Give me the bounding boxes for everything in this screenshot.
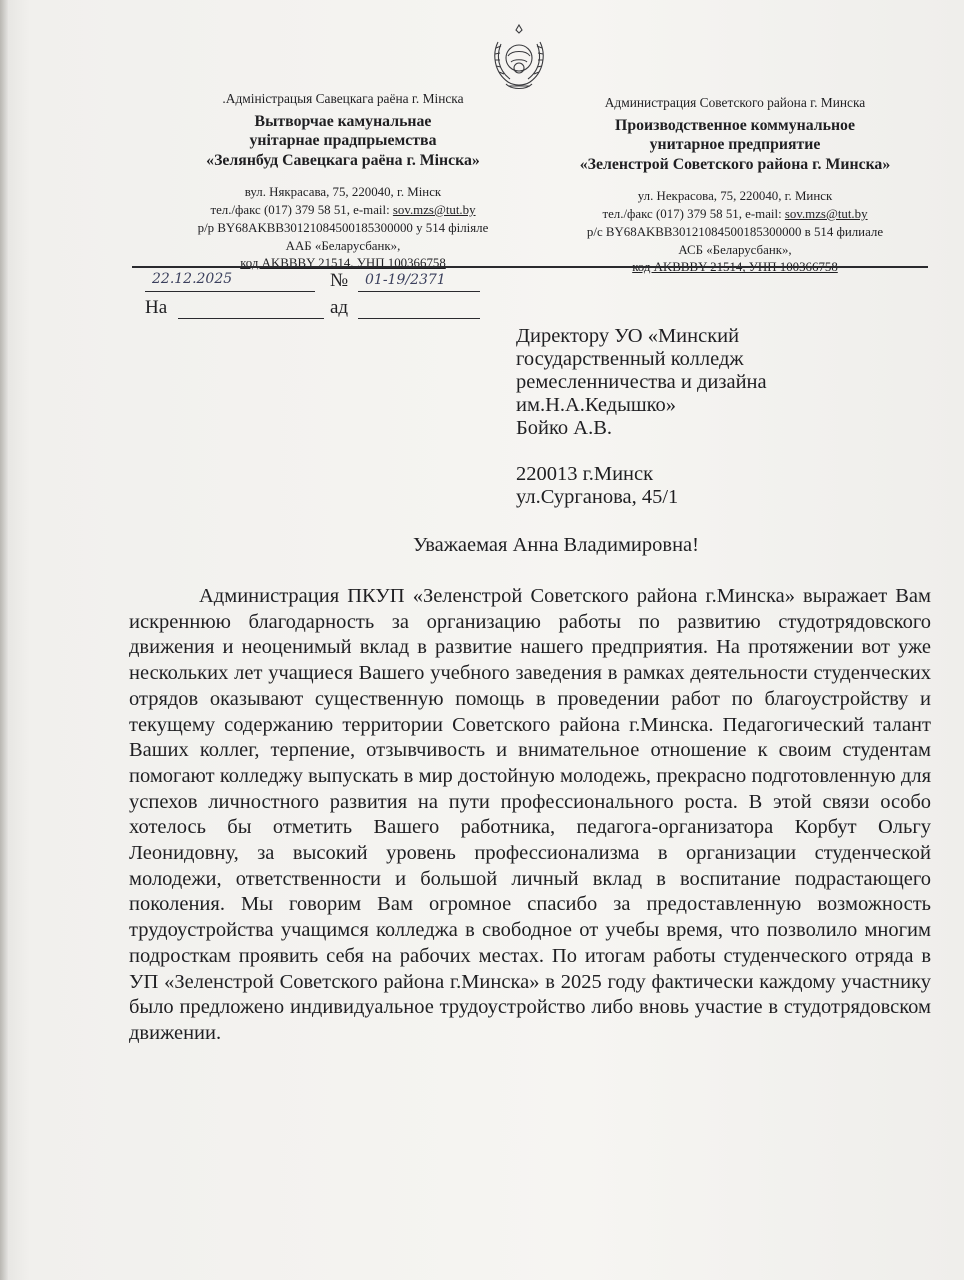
org-name-line1-by: Вытворчае камунальнае (254, 112, 432, 130)
ad-label: ад (330, 297, 349, 318)
org-name-line2-ru: унитарное предприятие (649, 136, 821, 154)
date-line (145, 291, 315, 292)
header-divider (132, 266, 928, 268)
address-bank-by: ААБ «Беларусбанк», (285, 238, 401, 253)
address-phone-ru (530, 206, 940, 224)
number-line (358, 291, 480, 292)
addressee-street: ул.Сурганова, 45/1 (516, 486, 679, 508)
addressee-line5: Бойко А.В. (516, 417, 613, 439)
addressee-line2: государственный колледж (516, 348, 744, 370)
header-admin-ru: Администрация Советского района г. Минска (604, 95, 866, 110)
address-account-by: р/р BY68AKBB30121084500185300000 у 514 філіяле (197, 220, 489, 235)
address-bank-ru: АСБ «Беларусбанк», (678, 242, 792, 257)
address-code-ru: код AKBBBY 21514, УНП 100366758 (632, 260, 838, 275)
na-label: На (145, 297, 168, 318)
org-address-by (135, 184, 551, 273)
addressee-line1: Директору УО «Минский (516, 325, 740, 347)
state-emblem-icon (486, 22, 552, 92)
addressee-city: 220013 г.Минск (516, 463, 654, 485)
address-code-by: код AKBBBY 21514, УНП 100366758 (240, 256, 446, 271)
ad-line (358, 318, 480, 319)
number-label: № (330, 270, 349, 291)
letter-body: Администрация ПКУП «Зеленстрой Советского района г.Минска» выражает Вам искреннюю благодарность за организацию работы по развитию студотрядовского движения и неоценимый вклад в развитие нашего предприятия. На протяжении вот уже нескольких лет учащиеся Вашего учебного заведения в рамках деятельности студенческих отрядов оказывают существенную помощь в проведении работ по благоустройству и текущему содержанию территории Советского района г.Минска. Педагогический талант Ваших коллег, терпение, отзывчивость и внимательное отношение к своим студентам помогают колледжу выпускать в мир достойную молодежь, прекрасно подготовленную для успехов личностного развития на пути профессионального роста. В этой связи особо хотелось бы отметить Вашего работника, педагога-организатора Корбут Ольгу Леонидовну, за высокий уровень профессионализма в организации студенческой молодежи, ответственности и большой личный вклад в воспитание подрастающего поколения. Мы говорим Вам огромное спасибо за предоставленную возможность трудоустройства учащимся колледжа в свободное от учебы время, что позволило многим подросткам проявить себя на рабочих местах. По итогам работы студенческого отряда в УП «Зеленстрой Советского района г.Минска» в 2025 году фактически каждому участнику было предложено индивидуальное трудоустройство либо вновь участие в студотрядовском движении. (129, 585, 931, 1044)
email-link-ru[interactable]: sov.mzs@tut.by (784, 207, 868, 222)
number-handwritten: 01-19/2371 (365, 272, 446, 288)
org-name-line3-ru: «Зеленстрой Советского района г. Минска» (579, 155, 891, 173)
address-account-ru: р/с BY68AKBB30121084500185300000 в 514 филиале (586, 224, 884, 239)
date-handwritten: 22.12.2025 (152, 271, 233, 287)
addressee-spacer (516, 440, 767, 463)
phone-text-by: тел./факс (017) 379 58 51, e-mail: (210, 203, 393, 218)
header-admin-by: .Адміністрацыя Савецкага раёна г. Мінска (222, 91, 464, 106)
address-street-by: вул. Някрасава, 75, 220040, г. Мінск (244, 185, 442, 200)
addressee-block (516, 325, 767, 509)
address-street-ru: ул. Некрасова, 75, 220040, г. Минск (637, 189, 833, 204)
org-name-line2-by: унітарнае прадпрыемства (249, 132, 437, 150)
header-left-belarusian (135, 90, 551, 273)
addressee-line4: им.Н.А.Кедышко» (516, 394, 677, 416)
phone-text-ru: тел./факс (017) 379 58 51, e-mail: (602, 207, 785, 222)
org-name-line1-ru: Производственное коммунальное (615, 116, 855, 134)
salutation: Уважаемая Анна Владимировна! (413, 534, 699, 556)
addressee-line3: ремесленничества и дизайна (516, 371, 767, 393)
address-phone-by (135, 202, 551, 220)
org-name-line3-by: «Зелянбуд Савецкага раёна г. Мінска» (206, 151, 480, 169)
na-line (178, 318, 324, 319)
page-edge-shadow (0, 0, 8, 1280)
org-address-ru (530, 188, 940, 277)
email-link-by[interactable]: sov.mzs@tut.by (392, 203, 476, 218)
header-right-russian (530, 94, 940, 277)
